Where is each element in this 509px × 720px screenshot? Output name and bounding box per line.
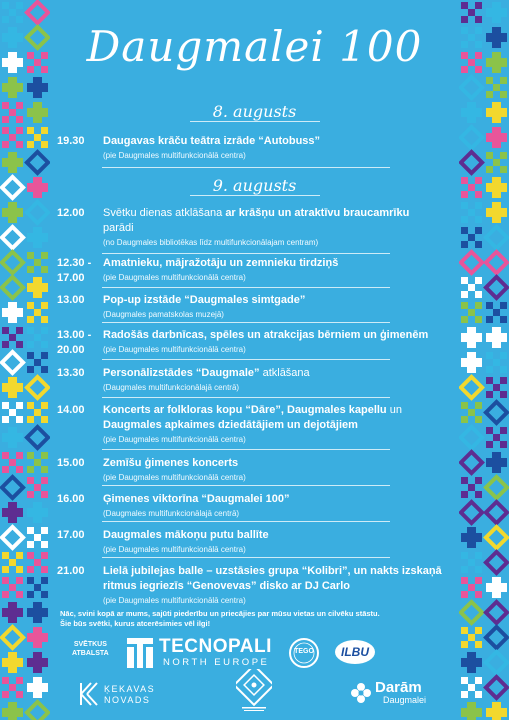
event-title: Ģimenes viktorīna “Daugmalei 100” xyxy=(103,493,290,505)
event-time: 15.00 xyxy=(57,457,85,469)
event-title: Personālizstādes “Daugmale” atklāšana xyxy=(103,367,310,379)
event-location: (pie Daugmales multifunkcionālā centra) xyxy=(103,545,246,554)
ornament-motif xyxy=(2,227,23,248)
poster-title: Daugmalei 100 xyxy=(86,22,423,71)
ornament-motif xyxy=(2,552,23,573)
ornament-motif xyxy=(27,127,48,148)
divider xyxy=(102,449,390,450)
ornament-motif xyxy=(486,402,507,423)
ornament-motif xyxy=(2,702,23,720)
ornament-motif xyxy=(27,77,48,98)
ornament-emblem-icon xyxy=(236,669,272,713)
divider xyxy=(102,253,390,254)
day-heading-1: 8. augusts xyxy=(212,102,297,121)
event-title: Daugmales mākoņu putu ballīte xyxy=(103,529,269,541)
ornament-motif xyxy=(27,552,48,573)
tecnopali-logo: TECNOPALI NORTH EUROPE xyxy=(127,636,275,672)
ornament-motif xyxy=(2,652,23,673)
event-time: 16.00 xyxy=(57,493,85,505)
event-location: (pie Daugmales multifunkcionālā centra) xyxy=(103,473,246,482)
divider xyxy=(102,485,390,486)
ornament-motif xyxy=(27,327,48,348)
tego-logo: TEGO xyxy=(288,637,320,669)
event-title: Daugavas krāču teātra izrāde “Autobuss” xyxy=(103,135,321,147)
event-location: (pie Daugmales multifunkcionālā centra) xyxy=(103,345,246,354)
ornament-motif xyxy=(2,302,23,323)
ornament-motif xyxy=(461,402,482,423)
event-location: (pie Daugmales multifunkcionālā centra) xyxy=(103,435,246,444)
center-emblem-logo xyxy=(236,669,272,713)
ornament-motif xyxy=(461,577,482,598)
ornament-motif xyxy=(2,377,23,398)
ornament-motif xyxy=(486,502,507,523)
ornament-motif xyxy=(2,252,23,273)
closing-line-1: Nāc, svini kopā ar mums, sajūti piederību un priecājies par mūsu vietas un cilvēku stāstu. xyxy=(60,609,380,618)
ornament-motif xyxy=(486,302,507,323)
ornament-motif xyxy=(486,527,507,548)
ornament-motif xyxy=(461,127,482,148)
ornament-motif xyxy=(486,327,507,348)
event-time: 17.00 xyxy=(57,529,85,541)
sponsors-label: SVĒTKUS ATBALSTA xyxy=(72,641,109,657)
ornament-motif xyxy=(486,377,507,398)
ornament-motif xyxy=(461,202,482,223)
event-title: Lielā jubilejas balle – uzstāsies grupa “Kolibri”, un nakts izskaņā ritmus iegriezīs “Genovevas” disko ar DJ Carlo xyxy=(103,565,442,592)
kekava-mark-icon xyxy=(77,681,101,707)
ornament-motif xyxy=(27,677,48,698)
closing-line-2: Šie būs svētki, kurus atcerēsimies vēl ilgi! xyxy=(60,619,211,628)
ornament-motif xyxy=(461,77,482,98)
daram-daugmalei-logo: Darām Daugmalei xyxy=(350,678,460,708)
ornament-motif xyxy=(27,652,48,673)
divider xyxy=(102,359,390,360)
ornament-motif xyxy=(27,477,48,498)
closing-message xyxy=(60,609,455,629)
ornament-motif xyxy=(486,152,507,173)
ornament-motif xyxy=(461,252,482,273)
divider xyxy=(190,195,320,196)
event-time: 13.30 xyxy=(57,367,85,379)
ornament-motif xyxy=(2,352,23,373)
event-time: 21.00 xyxy=(57,565,85,577)
divider xyxy=(102,557,390,558)
ornament-motif xyxy=(486,627,507,648)
ornament-motif xyxy=(461,552,482,573)
event-time: 13.00 - 20.00 xyxy=(57,329,92,356)
ornament-motif xyxy=(2,527,23,548)
event-time: 14.00 xyxy=(57,404,85,416)
ornament-motif xyxy=(486,2,507,23)
ornament-motif xyxy=(2,627,23,648)
ornament-motif xyxy=(461,302,482,323)
ilbu-logo: ILBU xyxy=(334,639,376,665)
ornament-motif xyxy=(486,702,507,720)
event-title: Svētku dienas atklāšana ar krāšņu un atraktīvu braucamrīku parādi xyxy=(103,207,410,234)
ornament-motif xyxy=(461,602,482,623)
ornament-motif xyxy=(2,477,23,498)
ornament-motif xyxy=(486,677,507,698)
ornament-motif xyxy=(27,502,48,523)
ornament-motif xyxy=(461,352,482,373)
kekavas-novads-logo: ĶEKAVAS NOVADS xyxy=(77,679,167,709)
ornament-motif xyxy=(2,327,23,348)
ornament-motif xyxy=(27,452,48,473)
ornament-motif xyxy=(486,252,507,273)
ornament-motif xyxy=(486,127,507,148)
event-title: Amatnieku, mājražotāju un zemnieku tirdziņš xyxy=(103,257,339,269)
ornament-motif xyxy=(486,452,507,473)
divider xyxy=(102,287,390,288)
event-location: (Daugmales pamatskolas muzejā) xyxy=(103,310,224,319)
ornament-motif xyxy=(2,277,23,298)
ornament-motif xyxy=(486,652,507,673)
tecnopali-mark-icon xyxy=(127,638,153,668)
ornament-motif xyxy=(27,577,48,598)
ornament-motif xyxy=(486,77,507,98)
ornament-motif xyxy=(27,277,48,298)
ornament-motif xyxy=(27,402,48,423)
event-time: 12.30 - 17.00 xyxy=(57,257,92,284)
day-heading-2: 9. augusts xyxy=(212,176,297,195)
event-location: (Daugmales multifunkcionālajā centrā) xyxy=(103,383,240,392)
ornament-motif xyxy=(486,277,507,298)
ornament-motif xyxy=(27,252,48,273)
ornament-motif xyxy=(27,302,48,323)
ornament-motif xyxy=(27,2,48,23)
ornament-motif xyxy=(461,377,482,398)
ornament-motif xyxy=(27,527,48,548)
ornament-motif xyxy=(2,77,23,98)
ornament-motif xyxy=(461,477,482,498)
ornament-motif xyxy=(461,677,482,698)
event-title: Pop-up izstāde “Daugmales simtgade” xyxy=(103,294,306,306)
ornament-motif xyxy=(461,627,482,648)
ornament-motif xyxy=(2,127,23,148)
ornament-motif xyxy=(27,227,48,248)
ornament-motif xyxy=(27,202,48,223)
ornament-motif xyxy=(486,477,507,498)
ornament-motif xyxy=(27,702,48,720)
event-location: (no Daugmales bibliotēkas līdz multifunkcionālajam centram) xyxy=(103,238,319,247)
ornament-motif xyxy=(2,677,23,698)
ornament-motif xyxy=(461,277,482,298)
ornament-motif xyxy=(2,602,23,623)
divider xyxy=(102,397,390,398)
ornament-motif xyxy=(461,527,482,548)
ornament-motif xyxy=(461,2,482,23)
ornament-motif xyxy=(486,577,507,598)
event-title: Zemīšu ģimenes koncerts xyxy=(103,457,239,469)
ornament-motif xyxy=(461,327,482,348)
ornament-motif xyxy=(2,502,23,523)
ornament-motif xyxy=(2,452,23,473)
ornament-motif xyxy=(461,452,482,473)
event-location: (pie Daugmales multifunkcionālā centra) xyxy=(103,273,246,282)
ornament-motif xyxy=(461,502,482,523)
event-time: 12.00 xyxy=(57,207,85,219)
ornament-motif xyxy=(486,352,507,373)
divider xyxy=(190,121,320,122)
event-location: (pie Daugmales multifunkcionālā centra) xyxy=(103,151,246,160)
ornament-motif xyxy=(2,577,23,598)
ornament-motif xyxy=(2,202,23,223)
flower-icon xyxy=(350,682,372,704)
ornament-motif xyxy=(2,402,23,423)
ornament-motif xyxy=(2,427,23,448)
event-title: Radošās darbnīcas, spēles un atrakcijas bērniem un ģimenēm xyxy=(103,329,429,341)
divider xyxy=(102,322,390,323)
event-title: Koncerts ar folkloras kopu “Dāre”, Daugmales kapellu un Daugmales apkaimes dziedātājiem un dejotājiem xyxy=(103,404,402,431)
ornament-motif xyxy=(486,552,507,573)
event-location: (Daugmales multifunkcionālajā centrā) xyxy=(103,509,240,518)
event-location: (pie Daugmales multifunkcionālā centra) xyxy=(103,596,246,605)
ornament-motif xyxy=(27,602,48,623)
ornament-motif xyxy=(486,202,507,223)
ornament-motif xyxy=(461,227,482,248)
event-time: 19.30 xyxy=(57,135,85,147)
divider xyxy=(102,521,390,522)
ornament-motif xyxy=(486,602,507,623)
ornament-motif xyxy=(2,2,23,23)
ornament-motif xyxy=(27,627,48,648)
ornament-motif xyxy=(27,352,48,373)
ornament-motif xyxy=(27,427,48,448)
divider xyxy=(102,167,390,168)
ornament-motif xyxy=(461,427,482,448)
ornament-motif xyxy=(2,152,23,173)
ornament-motif xyxy=(486,227,507,248)
ornament-motif xyxy=(27,377,48,398)
ornament-motif xyxy=(461,702,482,720)
ornament-motif xyxy=(461,152,482,173)
ornament-motif xyxy=(486,427,507,448)
ornament-motif xyxy=(461,652,482,673)
ornament-motif xyxy=(27,152,48,173)
event-time: 13.00 xyxy=(57,294,85,306)
